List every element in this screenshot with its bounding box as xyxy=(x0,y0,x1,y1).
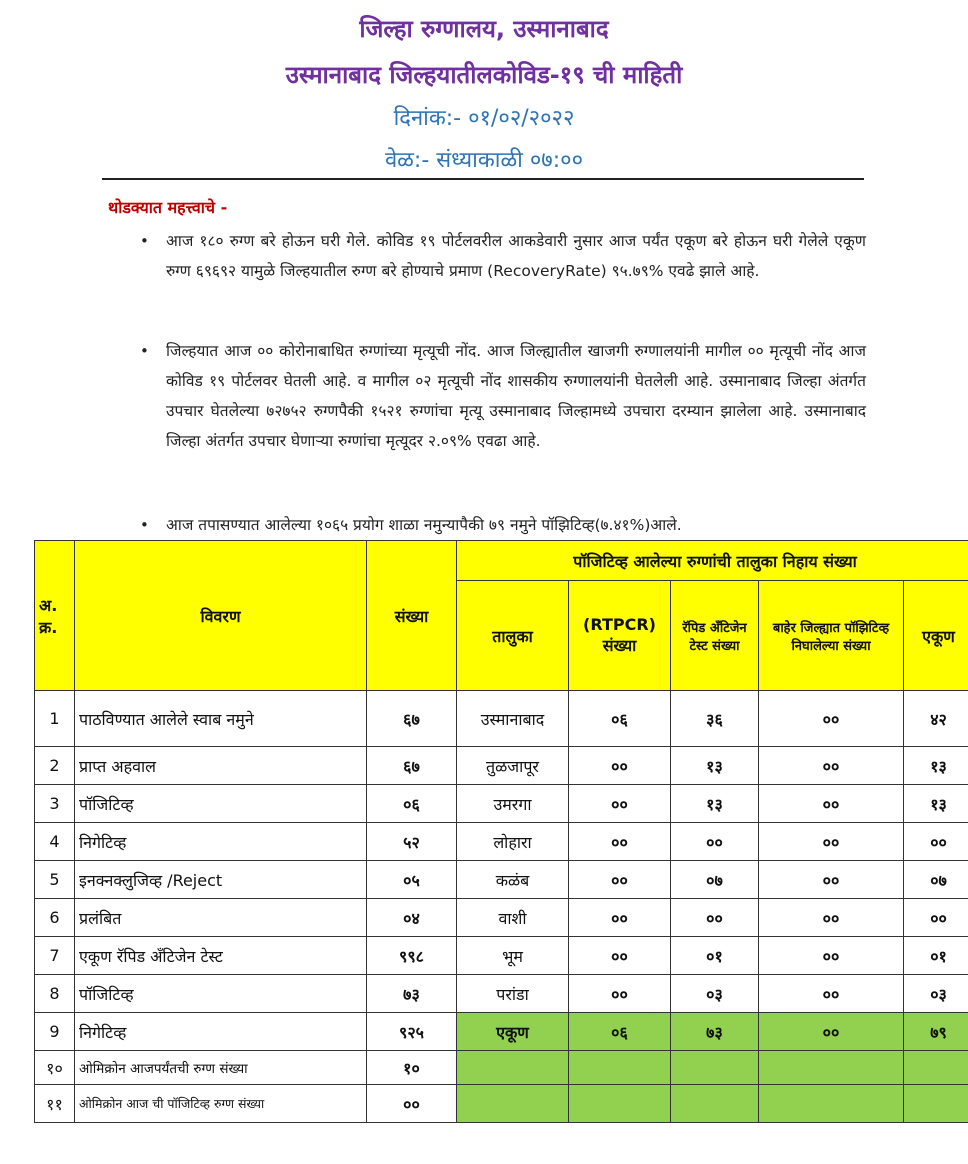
col-header-sr: अ. क्र. xyxy=(35,541,75,691)
header-divider xyxy=(102,178,864,180)
cell-count: ०० xyxy=(367,1085,457,1123)
cell-sr: 3 xyxy=(35,785,75,823)
cell-sr: 8 xyxy=(35,975,75,1013)
cell-desc: पाठविण्यात आलेले स्वाब नमुने xyxy=(75,691,367,747)
table-row xyxy=(35,1051,968,1085)
highlight-text: आज १८० रुग्ण बरे होऊन घरी गेले. कोविड १९ पोर्टलवरील आकडेवारी नुसार आज पर्यंत एकूण बरे होऊन घरी गेलेले एकूण रुग्ण ६९६९२ यामुळे जिल्हयातील रुग्ण बरे होण्याचे प्रमाण (RecoveryRate) ९५.७९% एवढे झाले आहे. xyxy=(166,232,866,280)
cell-total: ०७ xyxy=(904,861,968,899)
cell-total: ०१ xyxy=(904,937,968,975)
report-title: उस्मानाबाद जिल्हयातीलकोविड-१९ ची माहिती xyxy=(285,61,683,89)
cell-outside: ०० xyxy=(759,937,904,975)
cell-taluka: कळंब xyxy=(457,861,569,899)
empty-cell xyxy=(904,1085,968,1123)
highlight-text: जिल्हयात आज ०० कोरोनाबाधित रुग्णांच्या मृत्यूची नोंद. आज जिल्ह्यातील खाजगी रुग्णालयांनी मागील ०० मृत्यूची नोंद आज कोविड १९ पोर्टलवर घेतली आहे. व मागील ०२ मृत्यूची नोंद शासकीय रुग्णालयांनी घेतलेली आहे. उस्मानाबाद जिल्हा अंतर्गत उपचार घेतलेल्या ७२७५२ रुग्णपैकी १५२१ रुग्णांचा मृत्यू उस्मानाबाद जिल्हामध्ये उपचारा दरम्यान झालेला आहे. उस्मानाबाद जिल्हा अंतर्गत उपचार घेणाऱ्या रुग्णांचा मृत्यूदर २.०९% एवढा आहे. xyxy=(166,342,866,450)
cell-desc: निगेटिव्ह xyxy=(75,1013,367,1051)
col-header-rat: रॅपिड अँटिजेन टेस्ट संख्या xyxy=(671,581,759,691)
table-row xyxy=(35,691,968,747)
col-header-taluka: तालुका xyxy=(457,581,569,691)
cell-taluka: उस्मानाबाद xyxy=(457,691,569,747)
cell-rtpcr: ०० xyxy=(569,975,671,1013)
cell-rtpcr: ०० xyxy=(569,861,671,899)
cell-desc: एकूण रॅपिड अँटिजेन टेस्ट xyxy=(75,937,367,975)
office-title: जिल्हा रुग्णालय, उस्मानाबाद xyxy=(359,15,609,43)
table-row xyxy=(35,785,968,823)
cell-desc: निगेटिव्ह xyxy=(75,823,367,861)
cell-rat: ७३ xyxy=(671,1013,759,1051)
table-header-row xyxy=(35,541,968,581)
cell-rat: १३ xyxy=(671,785,759,823)
cell-sr: 7 xyxy=(35,937,75,975)
highlight-item xyxy=(140,226,866,286)
col-header-total: एकूण xyxy=(904,581,968,691)
empty-cell xyxy=(457,1085,569,1123)
report-date: दिनांक:- ०१/०२/२०२२ xyxy=(393,106,575,131)
bullet-icon: • xyxy=(140,516,149,534)
cell-rat: ०० xyxy=(671,899,759,937)
cell-sr: 5 xyxy=(35,861,75,899)
cell-rat: ०० xyxy=(671,823,759,861)
cell-count: १० xyxy=(367,1051,457,1085)
cell-outside: ०० xyxy=(759,1013,904,1051)
cell-rtpcr: ०६ xyxy=(569,691,671,747)
cell-sr: 6 xyxy=(35,899,75,937)
col-header-desc: विवरण xyxy=(75,541,367,691)
cell-taluka: वाशी xyxy=(457,899,569,937)
empty-cell xyxy=(671,1051,759,1085)
cell-taluka: लोहारा xyxy=(457,823,569,861)
cell-count: ९९८ xyxy=(367,937,457,975)
cell-taluka: उमरगा xyxy=(457,785,569,823)
empty-cell xyxy=(569,1085,671,1123)
cell-desc: पॉजिटिव्ह xyxy=(75,975,367,1013)
cell-taluka-total-label: एकूण xyxy=(457,1013,569,1051)
cell-rat: ०३ xyxy=(671,975,759,1013)
cell-count: ६७ xyxy=(367,691,457,747)
cell-outside: ०० xyxy=(759,975,904,1013)
cell-outside: ०० xyxy=(759,861,904,899)
cell-sr: 2 xyxy=(35,747,75,785)
cell-total: ०० xyxy=(904,899,968,937)
empty-cell xyxy=(759,1085,904,1123)
cell-taluka: तुळजापूर xyxy=(457,747,569,785)
cell-count: ६७ xyxy=(367,747,457,785)
table-row xyxy=(35,747,968,785)
empty-cell xyxy=(904,1051,968,1085)
bullet-icon: • xyxy=(140,232,149,250)
cell-sr: 4 xyxy=(35,823,75,861)
cell-rtpcr: ०० xyxy=(569,899,671,937)
empty-cell xyxy=(457,1051,569,1085)
cell-total: ४२ xyxy=(904,691,968,747)
highlight-item xyxy=(140,510,866,540)
cell-sr: ११ xyxy=(35,1085,75,1123)
table-row xyxy=(35,975,968,1013)
col-header-rtpcr: (RTPCR) संख्या xyxy=(569,581,671,691)
highlight-item xyxy=(140,336,866,456)
cell-sr: १० xyxy=(35,1051,75,1085)
cell-outside: ०० xyxy=(759,747,904,785)
cell-count: ०५ xyxy=(367,861,457,899)
table-row xyxy=(35,861,968,899)
cell-rtpcr: ०० xyxy=(569,823,671,861)
cell-count: ०६ xyxy=(367,785,457,823)
cell-count: ०४ xyxy=(367,899,457,937)
cell-taluka: परांडा xyxy=(457,975,569,1013)
bullet-icon: • xyxy=(140,342,149,360)
cell-total: १३ xyxy=(904,747,968,785)
cell-rtpcr: ०० xyxy=(569,747,671,785)
highlight-text: आज तपासण्यात आलेल्या १०६५ प्रयोग शाळा नमुन्यापैकी ७९ नमुने पॉझिटिव्ह(७.४१%)आले. xyxy=(166,516,682,534)
col-header-outside: बाहेर जिल्ह्यात पॉझिटिव्ह निघालेल्या संख्या xyxy=(759,581,904,691)
cell-outside: ०० xyxy=(759,899,904,937)
cell-rat: ०७ xyxy=(671,861,759,899)
covid-stats-table xyxy=(34,540,968,1123)
cell-rtpcr: ०६ xyxy=(569,1013,671,1051)
cell-sr: 9 xyxy=(35,1013,75,1051)
empty-cell xyxy=(671,1085,759,1123)
cell-count: ७३ xyxy=(367,975,457,1013)
col-header-taluka-group: पॉजिटिव्ह आलेल्या रुग्णांची तालुका निहाय संख्या xyxy=(457,541,968,581)
cell-count: ५२ xyxy=(367,823,457,861)
cell-taluka: भूम xyxy=(457,937,569,975)
cell-total: ०३ xyxy=(904,975,968,1013)
cell-rtpcr: ०० xyxy=(569,785,671,823)
empty-cell xyxy=(759,1051,904,1085)
cell-total: ०० xyxy=(904,823,968,861)
cell-outside: ०० xyxy=(759,691,904,747)
cell-desc: इनक्नक्लुजिव्ह /Reject xyxy=(75,861,367,899)
cell-rtpcr: ०० xyxy=(569,937,671,975)
report-time: वेळ:- संध्याकाळी ०७:०० xyxy=(384,148,584,173)
cell-rat: ०१ xyxy=(671,937,759,975)
table-row xyxy=(35,823,968,861)
col-header-count: संख्या xyxy=(367,541,457,691)
cell-rat: ३६ xyxy=(671,691,759,747)
cell-outside: ०० xyxy=(759,823,904,861)
cell-desc: प्रलंबित xyxy=(75,899,367,937)
highlights-title: थोडक्यात महत्त्वाचे - xyxy=(108,198,228,217)
cell-sr: 1 xyxy=(35,691,75,747)
cell-count: ९२५ xyxy=(367,1013,457,1051)
cell-desc: ओमिक्रोन आज ची पॉजिटिव्ह रुग्ण संख्या xyxy=(75,1085,367,1123)
cell-total: १३ xyxy=(904,785,968,823)
cell-desc: ओमिक्रोन आजपर्यंतची रुग्ण संख्या xyxy=(75,1051,367,1085)
table-row xyxy=(35,899,968,937)
empty-cell xyxy=(569,1051,671,1085)
cell-total: ७९ xyxy=(904,1013,968,1051)
cell-outside: ०० xyxy=(759,785,904,823)
table-row-total xyxy=(35,1013,968,1051)
cell-desc: पॉजिटिव्ह xyxy=(75,785,367,823)
table-row xyxy=(35,937,968,975)
table-row xyxy=(35,1085,968,1123)
cell-desc: प्राप्त अहवाल xyxy=(75,747,367,785)
cell-rat: १३ xyxy=(671,747,759,785)
